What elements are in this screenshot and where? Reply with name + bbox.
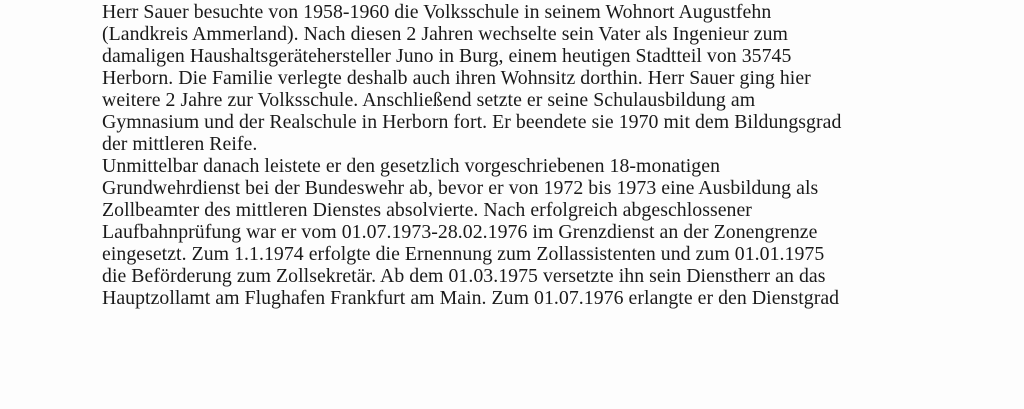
text-line: Laufbahnprüfung war er vom 01.07.1973-28.02.1976 im Grenzdienst an der Zonengrenze — [102, 221, 818, 243]
text-line: damaligen Haushaltsgerätehersteller Juno in Burg, einem heutigen Stadtteil von 35745 — [102, 45, 792, 67]
text-line: Gymnasium und der Realschule in Herborn fort. Er beendete sie 1970 mit dem Bildungsgrad — [102, 111, 842, 133]
text-line: weitere 2 Jahre zur Volksschule. Anschließend setzte er seine Schulausbildung am — [102, 89, 756, 111]
text-line: Herr Sauer besuchte von 1958-1960 die Volksschule in seinem Wohnort Augustfehn — [102, 1, 772, 23]
text-line: Hauptzollamt am Flughafen Frankfurt am Main. Zum 01.07.1976 erlangte er den Dienstgrad — [102, 287, 840, 309]
text-line: Unmittelbar danach leistete er den gesetzlich vorgeschriebenen 18-monatigen — [102, 155, 721, 177]
text-line: Grundwehrdienst bei der Bundeswehr ab, bevor er von 1972 bis 1973 eine Ausbildung als — [102, 177, 819, 199]
biography-text — [102, 1, 1002, 309]
text-line: die Beförderung zum Zollsekretär. Ab dem 01.03.1975 versetzte ihn sein Dienstherr an das — [102, 265, 826, 287]
text-line: der mittleren Reife. — [102, 133, 258, 155]
text-line: eingesetzt. Zum 1.1.1974 erfolgte die Ernennung zum Zollassistenten und zum 01.01.1975 — [102, 243, 825, 265]
text-line: Herborn. Die Familie verlegte deshalb auch ihren Wohnsitz dorthin. Herr Sauer ging hier — [102, 67, 811, 89]
text-line: (Landkreis Ammerland). Nach diesen 2 Jahren wechselte sein Vater als Ingenieur zum — [102, 23, 788, 45]
text-line: Zollbeamter des mittleren Dienstes absolvierte. Nach erfolgreich abgeschlossener — [102, 199, 752, 221]
